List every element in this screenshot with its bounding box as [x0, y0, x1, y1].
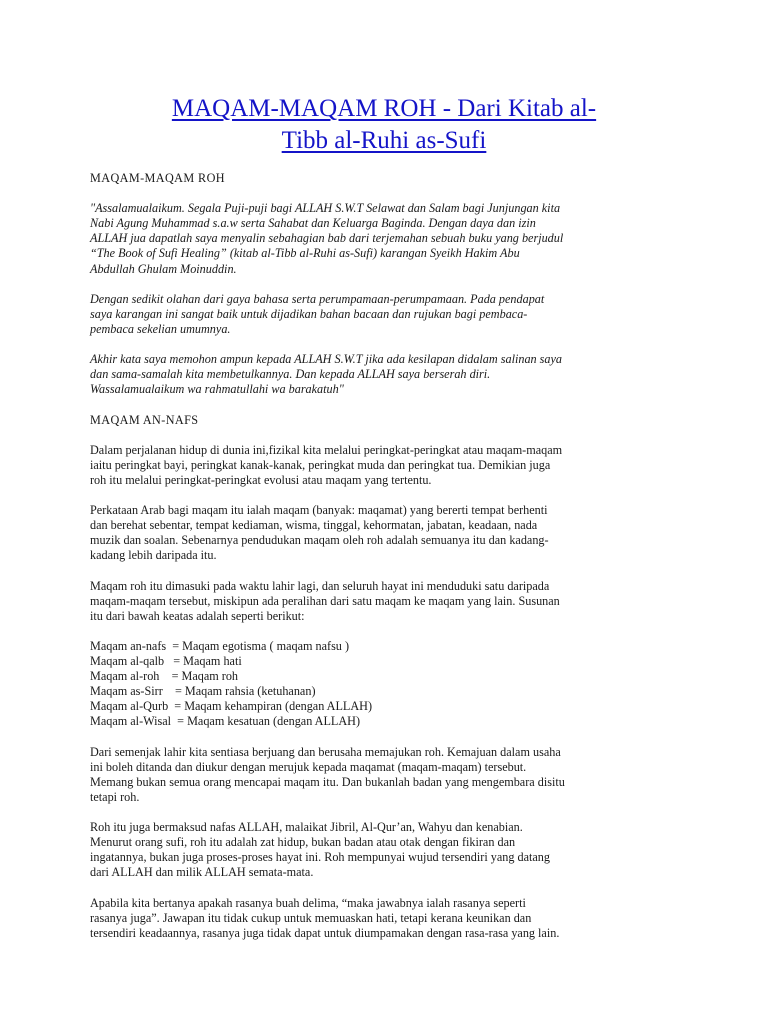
document-body — [90, 171, 690, 956]
title-line: Tibb al-Ruhi as-Sufi — [281, 127, 487, 154]
title-line: MAQAM-MAQAM ROH - Dari Kitab al- — [171, 95, 597, 122]
intro-paragraph: "Assalamualaikum. Segala Puji-puji bagi ALLAH S.W.T Selawat dan Salam bagi Junjungan kita Nabi Agung Muhammad s.a.w serta Sahabat dan Keluarga Baginda. Dengan daya dan izin ALLAH jua dapatlah saya menyalin sebahagian bab dari terjemahan sebuah buku yang berjudul “The Book of Sufi Healing” (kitab al-Tibb al-Ruhi as-Sufi) karangan Syeikh Hakim Abu Abdullah Ghulam Moinuddin. — [90, 201, 564, 276]
maqam-mapping-list: Maqam an-nafs = Maqam egotisma ( maqam nafsu ) Maqam al-qalb = Maqam hati Maqam al-roh = Maqam roh Maqam as-Sirr = Maqam rahsia (ketuhanan) Maqam al-Qurb = Maqam kehampiran (dengan ALLAH) Maqam al-Wisal = Maqam kesatuan (dengan ALLAH) — [90, 638, 373, 729]
body-paragraph: Dari semenjak lahir kita sentiasa berjuang dan berusaha memajukan roh. Kemajuan dalam usaha ini boleh ditanda dan diukur dengan merujuk kepada maqamat (maqam-maqam) tersebut. Memang bukan semua orang mencapai maqam itu. Dan bukanlah badan yang mengembara disitu tetapi roh. — [90, 744, 565, 804]
body-paragraph: Dalam perjalanan hidup di dunia ini,fizikal kita melalui peringkat-peringkat atau maqam-maqam iaitu peringkat bayi, peringkat kanak-kanak, peringkat muda dan peringkat tua. Demikian juga roh itu melalui peringkat-peringkat evolusi atau maqam yang tertentu. — [90, 442, 563, 487]
body-paragraph: Roh itu juga bermaksud nafas ALLAH, malaikat Jibril, Al-Qur’an, Wahyu dan kenabian. Menurut orang sufi, roh itu adalah zat hidup, bukan badan atau otak dengan fikiran dan ingatannya, bukan juga proses-proses hayat ini. Roh mempunyai wujud tersendiri yang datang dari ALLAH dan milik ALLAH semata-mata. — [90, 820, 550, 880]
document-title-link[interactable] — [90, 93, 678, 157]
intro-paragraph: Akhir kata saya memohon ampun kepada ALLAH S.W.T jika ada kesilapan didalam salinan saya dan sama-samalah kita membetulkannya. Dan kepada ALLAH saya berserah diri. Wassalamualaikum wa rahmatullahi wa barakatuh" — [90, 352, 563, 397]
section-heading: MAQAM-MAQAM ROH — [90, 171, 225, 185]
intro-paragraph: Dengan sedikit olahan dari gaya bahasa serta perumpamaan-perumpamaan. Pada pendapat saya karangan ini sangat baik untuk dijadikan bahan bacaan dan rujukan bagi pembaca- pembaca sekelian umumnya. — [90, 291, 545, 336]
body-paragraph: Perkataan Arab bagi maqam itu ialah maqam (banyak: maqamat) yang bererti tempat berhenti dan berehat sebentar, tempat kediaman, wisma, tinggal, kehormatan, jabatan, keadaan, nada muzik dan soalan. Sebenarnya pendudukan maqam oleh roh adalah semuanya itu dan kadang- kadang lebih daripada itu. — [90, 503, 549, 563]
section-heading: MAQAM AN-NAFS — [90, 412, 199, 427]
body-paragraph: Maqam roh itu dimasuki pada waktu lahir lagi, dan seluruh hayat ini menduduki satu daripada maqam-maqam tersebut, miskipun ada peralihan dari satu maqam ke maqam yang lain. Susunan itu dari bawah keatas adalah seperti berikut: — [90, 578, 560, 623]
body-paragraph: Apabila kita bertanya apakah rasanya buah delima, “maka jawabnya ialah rasanya seperti rasanya juga”. Jawapan itu tidak cukup untuk memuaskan hati, tetapi kerana keunikan dan tersendiri keadaannya, rasanya juga tidak dapat untuk diumpamakan dengan rasa-rasa yang lain. — [90, 895, 560, 940]
